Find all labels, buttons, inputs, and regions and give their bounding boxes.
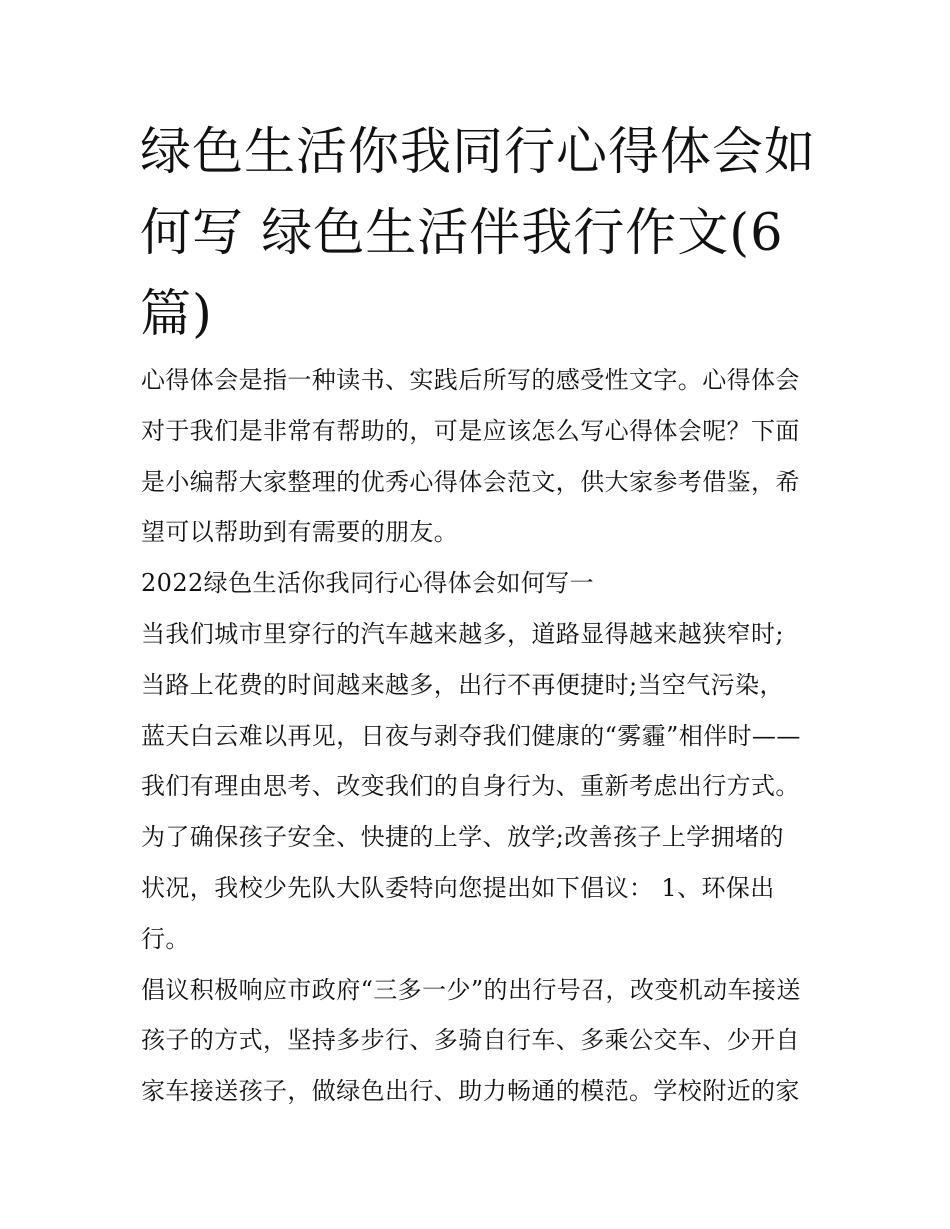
document-title: 绿色生活你我同行心得体会如何写 绿色生活伴我行作文(6篇) <box>140 123 817 344</box>
document-body <box>141 355 821 1117</box>
body-paragraph: 当我们城市里穿行的汽车越来越多，道路显得越来越狭窄时; 当路上花费的时间越来越多，出行不再便捷时;当空气污染， 蓝天白云难以再见，日夜与剥夺我们健康的“雾霾”相伴时—— 我们有理由思考、改变我们的自身行为、重新考虑出行方式。 为了确保孩子安全、快捷的上学、放学;改善孩子上学拥堵的 状况，我校少先队大队委特向您提出如下倡议： 1、环保出 行。 <box>141 619 801 953</box>
section-heading: 2022绿色生活你我同行心得体会如何写一 <box>141 569 595 598</box>
intro-paragraph: 心得体会是指一种读书、实践后所写的感受性文字。心得体会对于我们是非常有帮助的，可是应该怎么写心得体会呢？下面是小编帮大家整理的优秀心得体会范文，供大家参考借鉴，希望可以帮助到有需要的朋友。 <box>141 366 800 547</box>
body-paragraph: 倡议积极响应市政府“三多一少”的出行号召，改变机动车接送孩子的方式，坚持多步行、多骑自行车、多乘公交车、少开自家车接送孩子，做绿色出行、助力畅通的模范。学校附近的家 <box>141 975 801 1106</box>
